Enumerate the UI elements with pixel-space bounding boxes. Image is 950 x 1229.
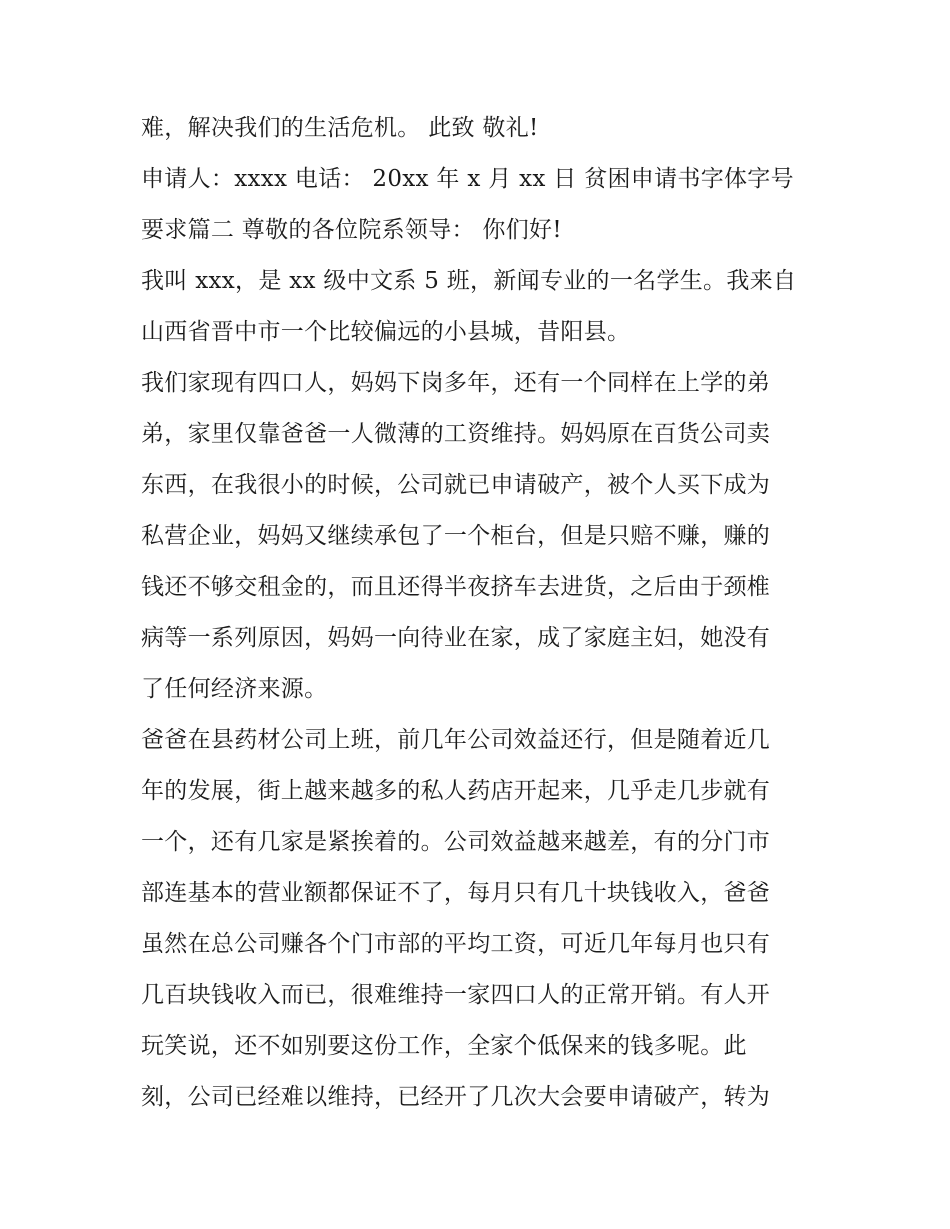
text-line: 东西，在我很小的时候，公司就已申请破产，被个人买下成为	[141, 472, 771, 498]
text-line: 了任何经济来源。	[141, 676, 328, 702]
text-line: 刻，公司已经难以维持，已经开了几次大会要申请破产，转为	[141, 1084, 771, 1110]
text-line: 钱还不够交租金的，而且还得半夜挤车去进货，之后由于颈椎	[141, 574, 771, 600]
text-line: 几百块钱收入而已，很难维持一家四口人的正常开销。有人开	[141, 982, 771, 1008]
text-line: 我们家现有四口人，妈妈下岗多年，还有一个同样在上学的弟	[141, 370, 771, 396]
text-line: 虽然在总公司赚各个门市部的平均工资，可近几年每月也只有	[141, 931, 771, 957]
text-line: 私营企业，妈妈又继续承包了一个柜台，但是只赔不赚，赚的	[141, 523, 771, 549]
text-line: 病等一系列原因，妈妈一向待业在家，成了家庭主妇，她没有	[141, 625, 771, 651]
text-line: 弟，家里仅靠爸爸一人微薄的工资维持。妈妈原在百货公司卖	[141, 421, 771, 447]
document-body	[141, 108, 821, 1128]
text-line: 爸爸在县药材公司上班，前几年公司效益还行，但是随着近几	[141, 727, 771, 753]
text-line: 玩笑说，还不如别要这份工作，全家个低保来的钱多呢。此	[141, 1033, 747, 1059]
text-line: 山西省晋中市一个比较偏远的小县城，昔阳县。	[141, 319, 631, 345]
text-line: 申请人：xxxx 电话： 20xx 年 x 月 xx 日 贫困申请书字体字号	[141, 166, 794, 192]
text-line: 年的发展，街上越来越多的私人药店开起来，几乎走几步就有	[141, 778, 771, 804]
text-line: 部连基本的营业额都保证不了，每月只有几十块钱收入，爸爸	[141, 880, 771, 906]
text-line: 一个，还有几家是紧挨着的。公司效益越来越差，有的分门市	[141, 829, 771, 855]
text-line: 要求篇二 尊敬的各位院系领导： 你们好!	[141, 217, 562, 243]
text-line: 难，解决我们的生活危机。 此致 敬礼!	[141, 115, 539, 141]
text-line: 我叫 xxx，是 xx 级中文系 5 班，新闻专业的一名学生。我来自	[141, 268, 797, 294]
